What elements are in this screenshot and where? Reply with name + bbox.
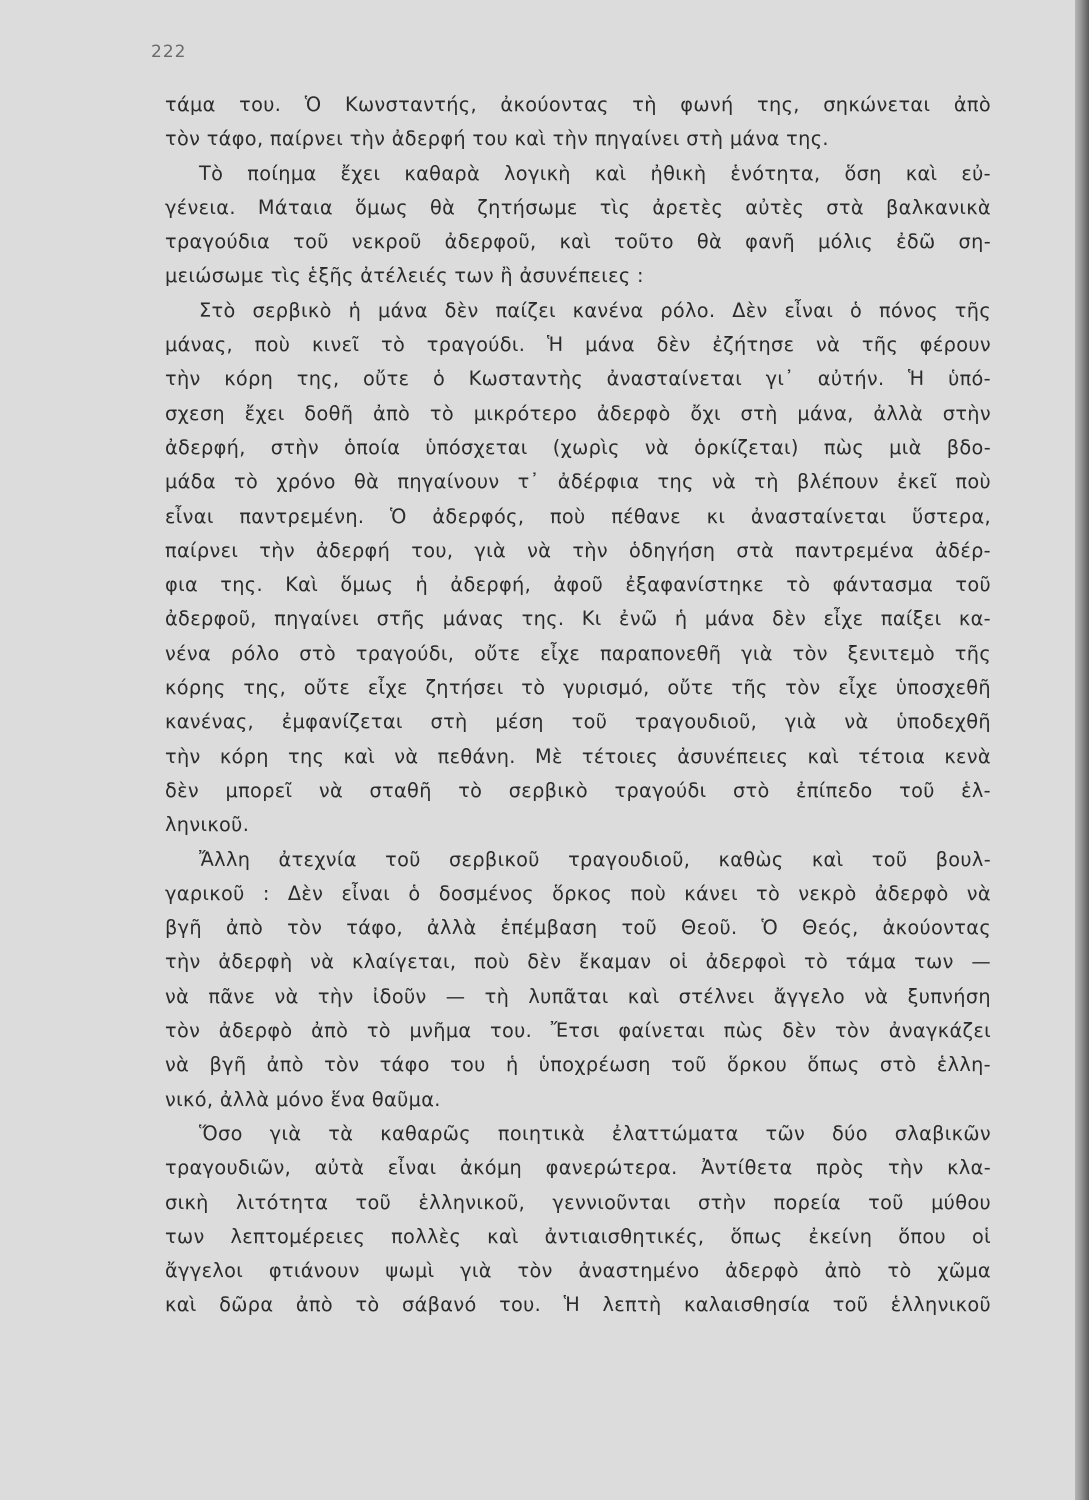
text-line: μάδα τὸ χρόνο θὰ πηγαίνουν τ᾿ ἀδέρφια της νὰ τὴ βλέπουν ἐκεῖ ποὺ: [165, 470, 991, 494]
page-number: 222: [151, 42, 187, 62]
text-line: ληνικοῦ.: [165, 813, 250, 837]
text-line: παίρνει τὴν ἀδερφή του, γιὰ νὰ τὴν ὁδηγήση στὰ παντρεμένα ἀδέρ-: [165, 538, 991, 562]
text-line: ἀδερφοῦ, πηγαίνει στῆς μάνας της. Κι ἐνῶ ἡ μάνα δὲν εἶχε παίξει κα-: [165, 607, 991, 631]
text-line: νικό, ἀλλὰ μόνο ἕνα θαῦμα.: [165, 1087, 441, 1111]
text-line: σχεση ἔχει δοθῆ ἀπὸ τὸ μικρότερο ἀδερφὸ ὄχι στὴ μάνα, ἀλλὰ στὴν: [165, 401, 991, 425]
text-line: τὴν κόρη της καὶ νὰ πεθάνη. Μὲ τέτοιες ἀσυνέπειες καὶ τέτοια κενὰ: [165, 744, 991, 768]
text-line: μειώσωμε τὶς ἑξῆς ἀτέλειές των ἢ ἀσυνέπειες :: [165, 264, 644, 288]
text-line: νὰ βγῆ ἀπὸ τὸν τάφο του ἡ ὑποχρέωση τοῦ ὅρκου ὅπως στὸ ἑλλη-: [165, 1053, 991, 1077]
text-line: Ἄλλη ἀτεχνία τοῦ σερβικοῦ τραγουδιοῦ, καθὼς καὶ τοῦ βουλ-: [199, 847, 991, 871]
text-line: βγῆ ἀπὸ τὸν τάφο, ἀλλὰ ἐπέμβαση τοῦ Θεοῦ. Ὁ Θεός, ἀκούοντας: [165, 916, 991, 940]
text-line: κανένας, ἐμφανίζεται στὴ μέση τοῦ τραγουδιοῦ, γιὰ νὰ ὑποδεχθῆ: [165, 710, 991, 734]
text-line: Στὸ σερβικὸ ἡ μάνα δὲν παίζει κανένα ρόλο. Δὲν εἶναι ὁ πόνος τῆς: [199, 298, 991, 322]
text-line: Τὸ ποίημα ἔχει καθαρὰ λογικὴ καὶ ἠθικὴ ἑνότητα, ὅση καὶ εὐ-: [199, 161, 991, 185]
text-line: τὴν ἀδερφὴ νὰ κλαίγεται, ποὺ δὲν ἔκαμαν οἱ ἀδερφοὶ τὸ τάμα των —: [165, 950, 991, 974]
text-line: γένεια. Μάταια ὅμως θὰ ζητήσωμε τὶς ἀρετὲς αὐτὲς στὰ βαλκανικὰ: [165, 195, 991, 219]
text-line: τὴν κόρη της, οὔτε ὁ Κωσταντὴς ἀνασταίνεται γι᾿ αὐτήν. Ἡ ὑπό-: [165, 367, 991, 391]
text-line: νὰ πᾶνε νὰ τὴν ἰδοῦν — τὴ λυπᾶται καὶ στέλνει ἄγγελο νὰ ξυπνήση: [165, 984, 991, 1008]
text-line: νένα ρόλο στὸ τραγούδι, οὔτε εἶχε παραπονεθῆ γιὰ τὸν ξενιτεμὸ τῆς: [165, 641, 991, 665]
text-line: καὶ δῶρα ἀπὸ τὸ σάβανό του. Ἡ λεπτὴ καλαισθησία τοῦ ἑλληνικοῦ: [165, 1293, 991, 1317]
text-line: φια της. Καὶ ὅμως ἡ ἀδερφή, ἀφοῦ ἐξαφανίστηκε τὸ φάντασμα τοῦ: [165, 573, 991, 597]
text-line: δὲν μπορεῖ νὰ σταθῆ τὸ σερβικὸ τραγούδι στὸ ἐπίπεδο τοῦ ἑλ-: [165, 778, 991, 802]
text-line: τραγουδιῶν, αὐτὰ εἶναι ἀκόμη φανερώτερα. Ἀντίθετα πρὸς τὴν κλα-: [165, 1156, 991, 1180]
body-text: [165, 88, 991, 1323]
text-line: ἄγγελοι φτιάνουν ψωμὶ γιὰ τὸν ἀναστημένο ἀδερφὸ ἀπὸ τὸ χῶμα: [165, 1259, 991, 1283]
text-line: εἶναι παντρεμένη. Ὁ ἀδερφός, ποὺ πέθανε κι ἀνασταίνεται ὕστερα,: [165, 504, 991, 528]
text-line: τραγούδια τοῦ νεκροῦ ἀδερφοῦ, καὶ τοῦτο θὰ φανῆ μόλις ἐδῶ ση-: [165, 230, 991, 254]
text-line: τὸν ἀδερφὸ ἀπὸ τὸ μνῆμα του. Ἔτσι φαίνεται πὼς δὲν τὸν ἀναγκάζει: [165, 1019, 991, 1043]
text-line: τάμα του. Ὁ Κωνσταντής, ἀκούοντας τὴ φωνή της, σηκώνεται ἀπὸ: [165, 93, 991, 116]
text-line: τὸν τάφο, παίρνει τὴν ἀδερφή του καὶ τὴν πηγαίνει στὴ μάνα της.: [165, 127, 829, 151]
text-line: των λεπτομέρειες πολλὲς καὶ ἀντιαισθητικές, ὅπως ἐκείνη ὅπου οἱ: [165, 1224, 991, 1248]
text-line: κόρης της, οὔτε εἶχε ζητήσει τὸ γυρισμό, οὔτε τῆς τὸν εἶχε ὑποσχεθῆ: [165, 676, 991, 700]
text-line: ἀδερφή, στὴν ὁποία ὑπόσχεται (χωρὶς νὰ ὁρκίζεται) πὼς μιὰ βδο-: [165, 435, 991, 459]
text-line: σικὴ λιτότητα τοῦ ἑλληνικοῦ, γεννιοῦνται στὴν πορεία τοῦ μύθου: [165, 1190, 991, 1214]
text-line: Ὅσο γιὰ τὰ καθαρῶς ποιητικὰ ἐλαττώματα τῶν δύο σλαβικῶν: [199, 1121, 991, 1145]
text-line: γαρικοῦ : Δὲν εἶναι ὁ δοσμένος ὅρκος ποὺ κάνει τὸ νεκρὸ ἀδερφὸ νὰ: [165, 881, 991, 905]
text-line: μάνας, ποὺ κινεῖ τὸ τραγούδι. Ἡ μάνα δὲν ἐζήτησε νὰ τῆς φέρουν: [165, 333, 991, 357]
